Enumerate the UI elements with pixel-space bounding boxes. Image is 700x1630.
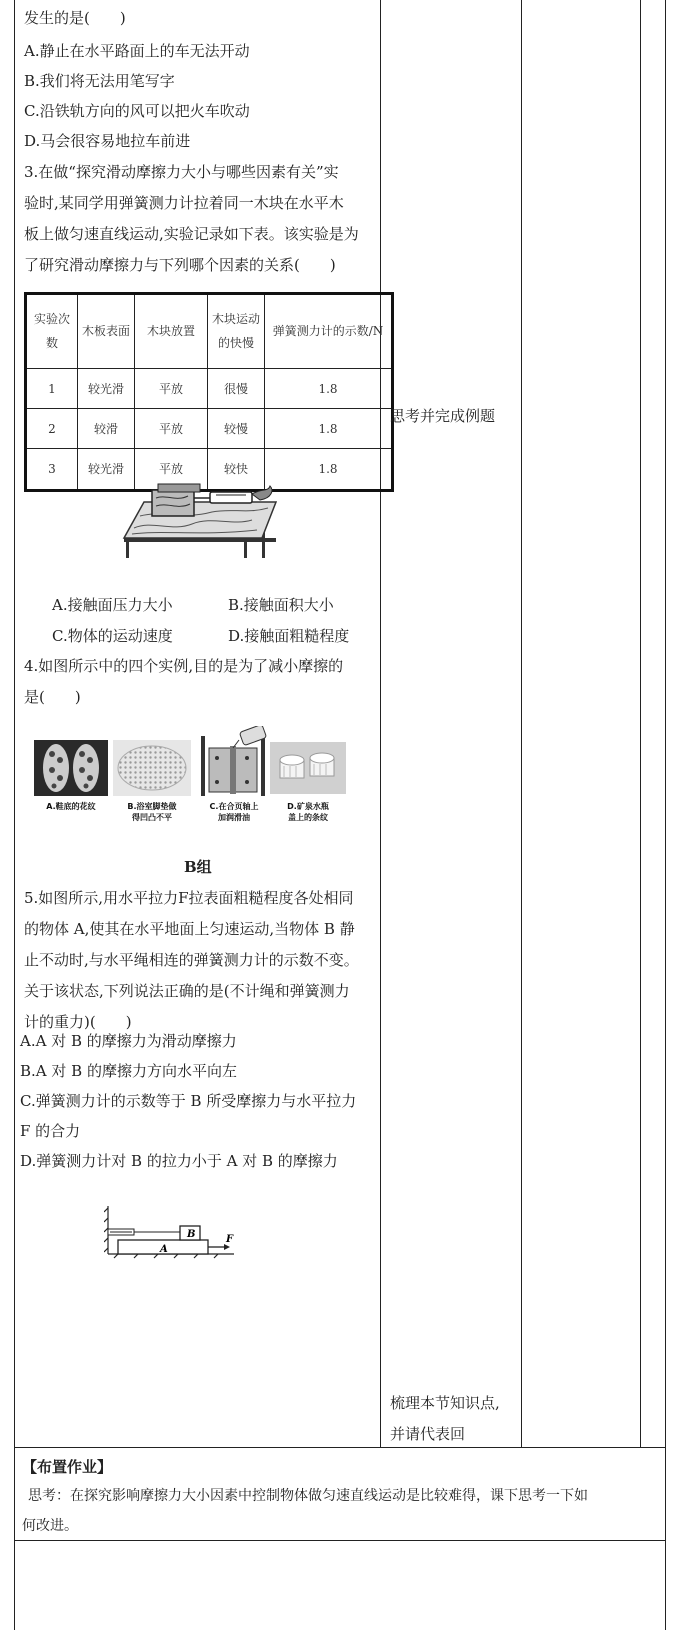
question-5-option-c-cont: F 的合力	[20, 1122, 81, 1140]
caption-d-line-2: 盖上的条纹	[288, 813, 328, 822]
table-header: 木板表面	[78, 294, 135, 369]
table-row	[26, 409, 393, 449]
question-3-line-1: 3.在做“探究滑动摩擦力大小与哪些因素有关”实	[24, 163, 339, 181]
table-cell: 平放	[135, 449, 208, 491]
question-2-option-c: C.沿铁轨方向的风可以把火车吹动	[24, 102, 250, 120]
homework-line-2: 何改进。	[22, 1518, 78, 1534]
outer-border-right	[665, 0, 666, 1630]
table-row	[26, 368, 393, 408]
table-header: 实验次数	[26, 294, 78, 369]
question-2-tail: 发生的是( )	[24, 9, 126, 27]
table-cell: 较快	[208, 449, 265, 491]
question-5-option-d: D.弹簧测力计对 B 的拉力小于 A 对 B 的摩擦力	[20, 1152, 338, 1170]
table-header: 弹簧测力计的示数/N	[265, 294, 393, 369]
question-3-line-2: 验时,某同学用弹簧测力计拉着同一木块在水平木	[24, 194, 344, 212]
column-divider-3	[640, 0, 641, 1447]
question-3-line-4: 了研究滑动摩擦力与下列哪个因素的关系( )	[24, 256, 336, 274]
caption-a	[34, 801, 108, 812]
caption-b-line-1: B.浴室脚垫做	[127, 802, 177, 811]
question-5-line-4: 关于该状态,下列说法正确的是(不计绳和弹簧测力	[24, 982, 350, 1000]
table-cell: 较光滑	[78, 449, 135, 491]
question-3-option-b: B.接触面积大小	[228, 596, 334, 614]
table-cell: 平放	[135, 409, 208, 449]
question-5-line-5: 计的重力)( )	[24, 1013, 132, 1031]
spring-scale-figure	[104, 1200, 239, 1260]
table-cell: 较慢	[208, 409, 265, 449]
caption-b	[113, 801, 191, 823]
question-2-option-a: A.静止在水平路面上的车无法开动	[24, 42, 250, 60]
table-cell: 较滑	[78, 409, 135, 449]
table-cell: 2	[26, 409, 78, 449]
question-2-option-d: D.马会很容易地拉车前进	[24, 132, 191, 150]
middle-summary-line-2: 并请代表回	[390, 1425, 466, 1443]
bath-mat-photo	[113, 740, 191, 796]
table-cell: 3	[26, 449, 78, 491]
caption-c-line-2: 加润滑油	[218, 813, 250, 822]
caption-c-line-1: C.在合页轴上	[209, 802, 259, 811]
question-5-option-c: C.弹簧测力计的示数等于 B 所受摩擦力与水平拉力	[20, 1092, 357, 1110]
table-cell: 1	[26, 368, 78, 408]
question-4-line-1: 4.如图所示中的四个实例,目的是为了减小摩擦的	[24, 657, 344, 675]
figure-label-a: A	[160, 1244, 168, 1255]
homework-line-1: 思考：在探究影响摩擦力大小因素中控制物体做匀速直线运动是比较难得，课下思考一下如	[28, 1488, 588, 1504]
row-divider	[14, 1447, 666, 1448]
shoe-sole-photo	[34, 740, 108, 796]
table-cell: 1.8	[265, 368, 393, 408]
table-header: 木块放置	[135, 294, 208, 369]
hinge-photo	[195, 726, 273, 796]
question-3-line-3: 板上做匀速直线运动,实验记录如下表。该实验是为	[24, 225, 359, 243]
caption-a-line: A.鞋底的花纹	[46, 802, 96, 811]
figure-label-b: B	[187, 1229, 196, 1240]
question-3-option-a: A.接触面压力大小	[52, 596, 173, 614]
question-4-line-2: 是( )	[24, 688, 81, 706]
question-5-option-a: A.A 对 B 的摩擦力为滑动摩擦力	[20, 1032, 237, 1050]
caption-b-line-2: 得凹凸不平	[132, 813, 172, 822]
caption-d	[270, 801, 346, 823]
question-3-option-d: D.接触面粗糙程度	[228, 627, 350, 645]
homework-title: 【布置作业】	[22, 1458, 113, 1476]
table-cell: 很慢	[208, 368, 265, 408]
bottom-border	[14, 1540, 666, 1541]
column-divider-2	[521, 0, 522, 1447]
table-cell: 1.8	[265, 409, 393, 449]
bottle-cap-photo	[270, 742, 346, 794]
group-b-heading: B组	[184, 858, 212, 876]
outer-border-left	[14, 0, 15, 1630]
table-cell: 较光滑	[78, 368, 135, 408]
middle-summary-line-1: 梳理本节知识点,	[390, 1394, 500, 1412]
table-cell: 平放	[135, 368, 208, 408]
table-cell: 1.8	[265, 449, 393, 491]
question-2-option-b: B.我们将无法用笔写字	[24, 72, 175, 90]
table-header-row	[26, 294, 393, 369]
middle-think-text: 思考并完成例题	[390, 407, 496, 425]
question-5-line-2: 的物体 A,使其在水平地面上匀速运动,当物体 B 静	[24, 920, 355, 938]
table-header: 木块运动的快慢	[208, 294, 265, 369]
question-5-line-1: 5.如图所示,用水平拉力F拉表面粗糙程度各处相同	[24, 889, 354, 907]
experiment-table	[24, 292, 394, 492]
column-divider-1	[380, 0, 381, 1447]
figure-label-f: F	[226, 1234, 234, 1245]
caption-d-line-1: D.矿泉水瓶	[287, 802, 329, 811]
question-3-option-c: C.物体的运动速度	[52, 627, 173, 645]
question-5-line-3: 止不动时,与水平绳相连的弹簧测力计的示数不变。	[24, 951, 359, 969]
question-5-option-b: B.A 对 B 的摩擦力方向水平向左	[20, 1062, 237, 1080]
wood-block-figure	[122, 480, 277, 560]
caption-c	[195, 801, 273, 823]
